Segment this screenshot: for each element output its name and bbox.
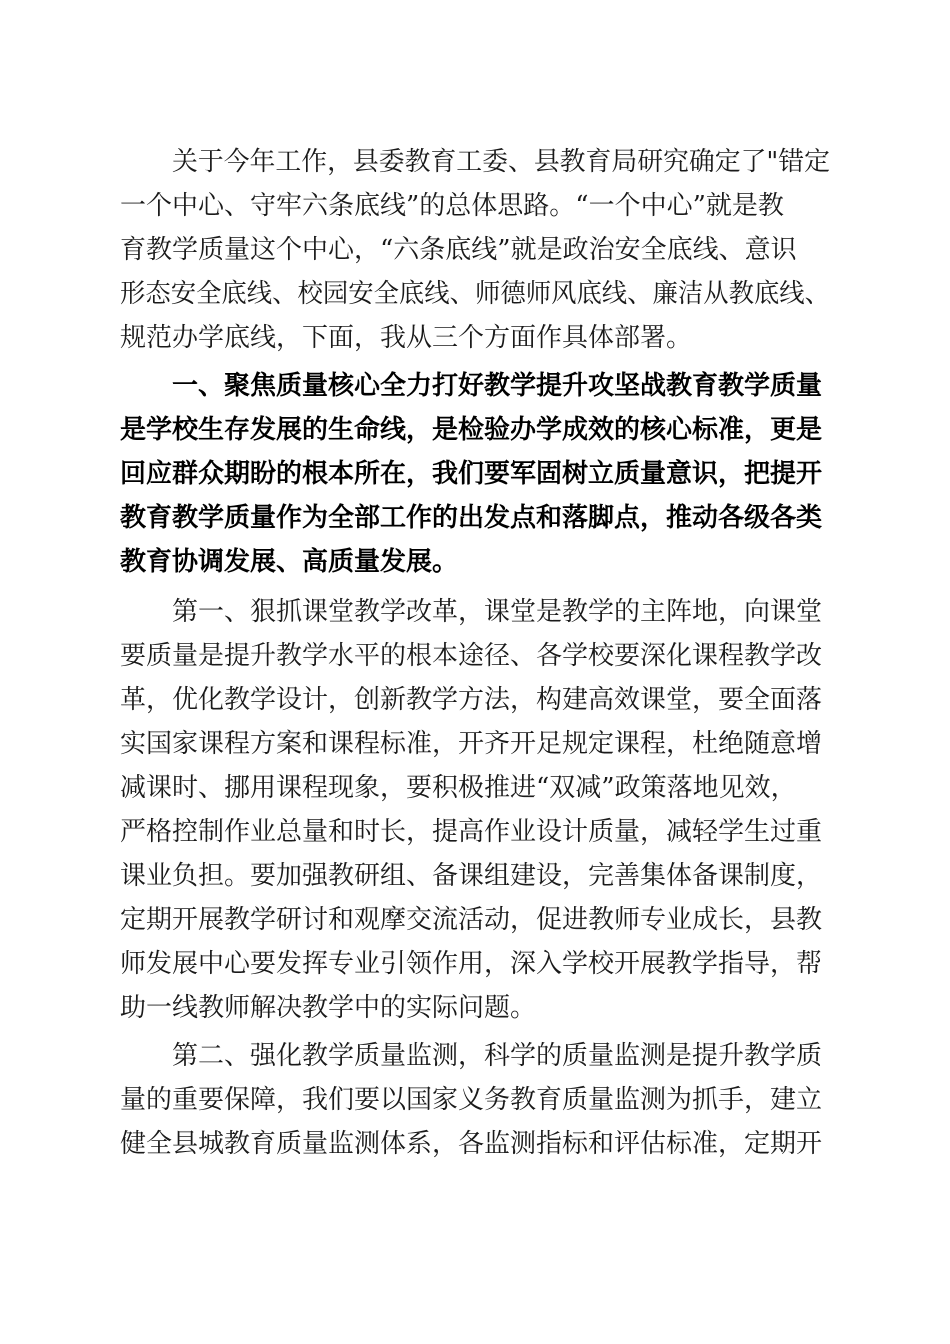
section-heading-line-2: 是学校生存发展的生命线，是检验办学成效的核心标准，更是 (120, 415, 823, 445)
paragraph-3-line-10: 助一线教师解决教学中的实际问题。 (120, 993, 537, 1023)
section-heading-line-5: 教育协调发展、高质量发展。 (120, 547, 459, 577)
paragraph-1-line-4: 形态安全底线、校园安全底线、师德师风底线、廉洁从教底线、 (120, 279, 831, 309)
paragraph-1-line-5: 规范办学底线，下面，我从三个方面作具体部署。 (120, 323, 693, 353)
paragraph-3-line-5: 减课时、挪用课程现象，要积极推进“双减”政策落地见效， (120, 773, 797, 803)
paragraph-3-line-3: 革，优化教学设计，创新教学方法，构建高效课堂，要全面落 (120, 685, 823, 715)
paragraph-3-line-9: 师发展中心要发挥专业引领作用，深入学校开展教学指导，帮 (120, 949, 823, 979)
section-heading-line-1: 一、聚焦质量核心全力打好教学提升攻坚战教育教学质量 (172, 371, 823, 401)
paragraph-1-line-3: 育教学质量这个中心，“六条底线”就是政治安全底线、意识 (120, 235, 797, 265)
paragraph-3-line-6: 严格控制作业总量和时长，提高作业设计质量，减轻学生过重 (120, 817, 823, 847)
section-heading-line-4: 教育教学质量作为全部工作的出发点和落脚点，推动各级各类 (120, 503, 823, 533)
section-heading-line-3: 回应群众期盼的根本所在，我们要军固树立质量意识，把提开 (120, 459, 823, 489)
paragraph-3-line-8: 定期开展教学研讨和观摩交流活动，促进教师专业成长，县教 (120, 905, 823, 935)
paragraph-3-line-7: 课业负担。要加强教研组、备课组建设，完善集体备课制度， (120, 861, 823, 891)
paragraph-3-line-2: 要质量是提升教学水平的根本途径、各学校要深化课程教学改 (120, 641, 823, 671)
paragraph-4-line-2: 量的重要保障，我们要以国家义务教育质量监测为抓手，建立 (120, 1085, 823, 1115)
paragraph-1-line-2: 一个中心、守牢六条底线”的总体思路。“一个中心”就是教 (120, 191, 784, 221)
paragraph-1-line-1: 关于今年工作，县委教育工委、县教育局研究确定了"错定 (172, 147, 830, 177)
paragraph-3-line-1: 第一、狠抓课堂教学改革，课堂是教学的主阵地，向课堂 (172, 597, 823, 627)
paragraph-4-line-1: 第二、强化教学质量监测，科学的质量监测是提升教学质 (172, 1041, 823, 1071)
paragraph-3-line-4: 实国家课程方案和课程标准，开齐开足规定课程，杜绝随意增 (120, 729, 823, 759)
paragraph-4-line-3: 健全县城教育质量监测体系，各监测指标和评估标准，定期开 (120, 1129, 823, 1159)
